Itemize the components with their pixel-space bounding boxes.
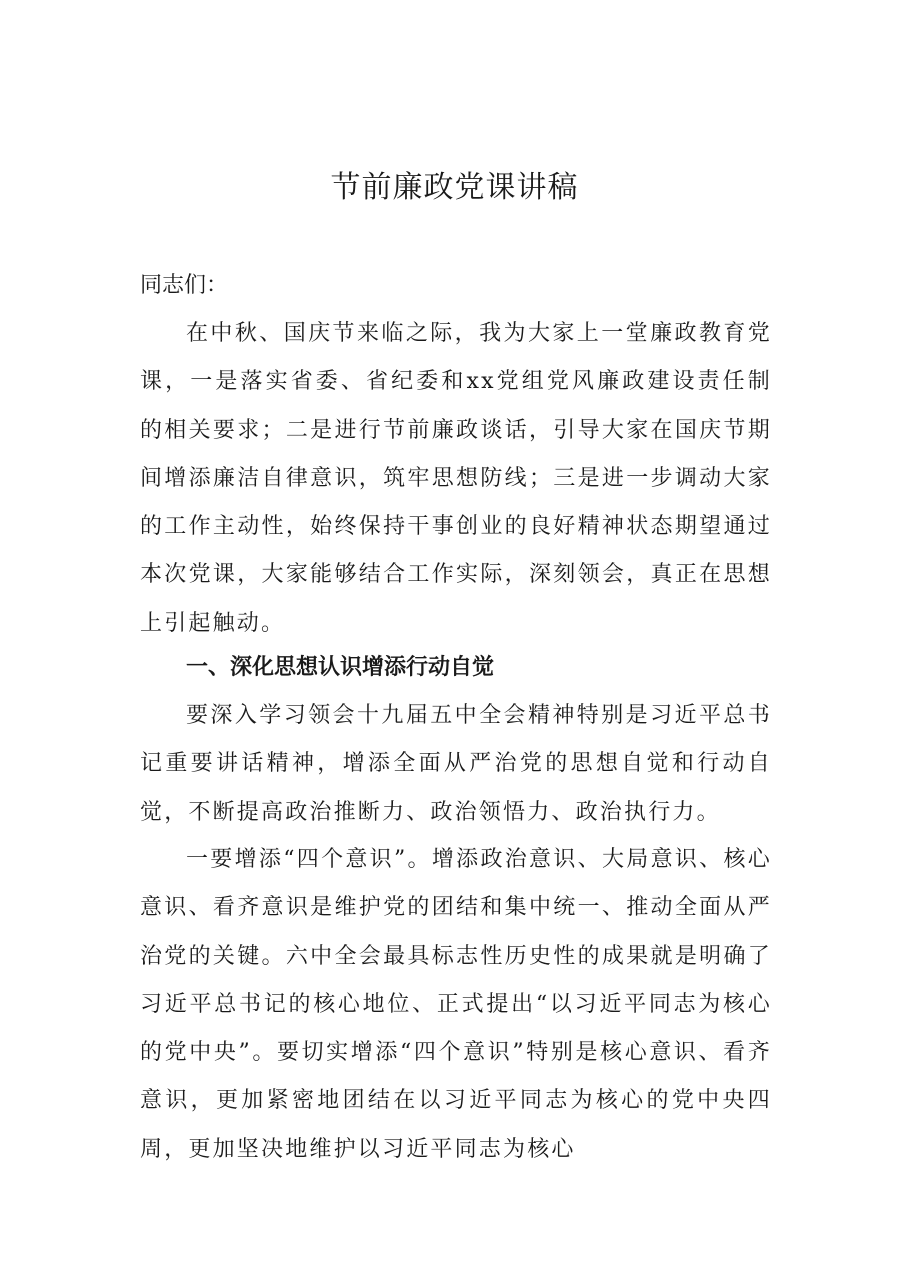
paragraph-intro: 在中秋、国庆节来临之际，我为大家上一堂廉政教育党课，一是落实省委、省纪委和xx党组党风廉政建设责任制的相关要求；二是进行节前廉政谈话，引导大家在国庆节期间增添廉洁自律意识，筑牢思想防线；三是进一步调动大家的工作主动性，始终保持干事创业的良好精神状态期望通过本次党课，大家能够结合工作实际，深刻领会，真正在思想上引起触动。: [140, 321, 772, 636]
salutation: 同志们：: [140, 273, 229, 298]
section-heading: 一、深化思想认识增添行动自觉: [186, 655, 495, 680]
page-title: 节前廉政党课讲稿: [330, 170, 579, 205]
paragraph-four-consciousness: 一要增添“四个意识”。增添政治意识、大局意识、核心意识、看齐意识是维护党的团结和集中统一、推动全面从严治党的关键。六中全会最具标志性历史性的成果就是明确了习近平总书记的核心地位、正式提出“以习近平同志为核心的党中央”。要切实增添“四个意识”特别是核心意识、看齐意识，更加紧密地团结在以习近平同志为核心的党中央四周，更加坚决地维护以习近平同志为核心: [140, 847, 772, 1162]
paragraph-study: 要深入学习领会十九届五中全会精神特别是习近平总书记重要讲话精神，增添全面从严治党的思想自觉和行动自觉，不断提高政治推断力、政治领悟力、政治执行力。: [140, 703, 772, 825]
